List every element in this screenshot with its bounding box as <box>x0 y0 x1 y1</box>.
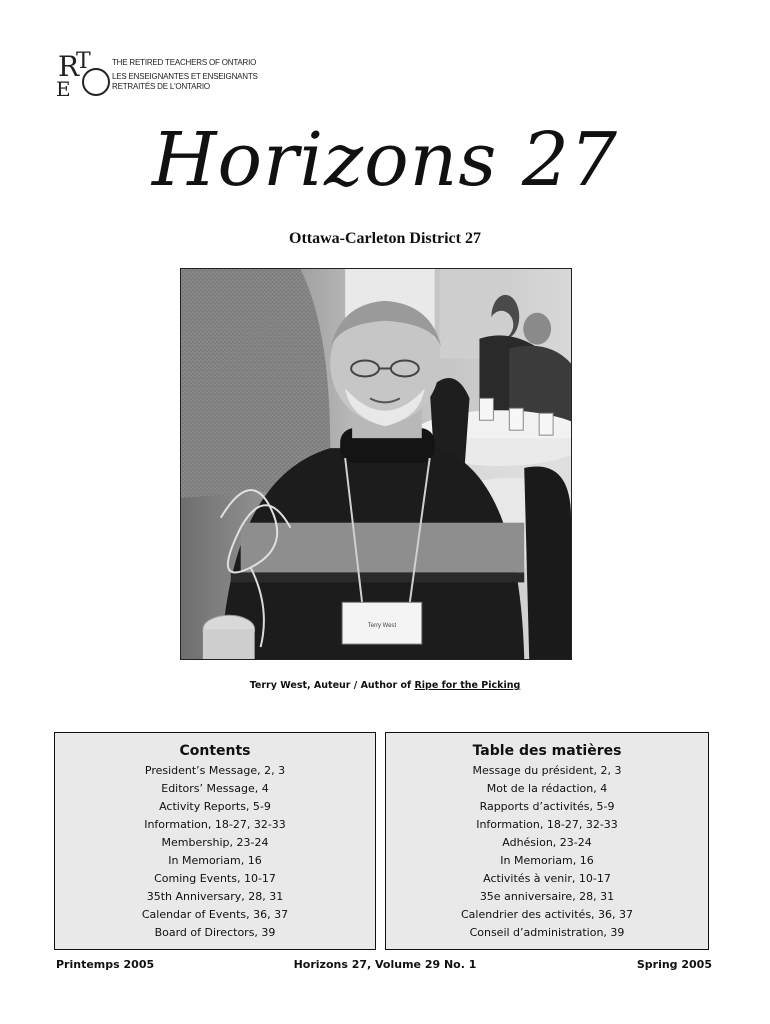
masthead-title: Horizons 27 <box>152 117 618 203</box>
list-item: In Memoriam, 16 <box>168 854 262 867</box>
svg-text:R: R <box>58 50 80 83</box>
list-item: Calendar of Events, 36, 37 <box>141 908 289 921</box>
list-item: Activity Reports, 5-9 <box>159 800 271 813</box>
photo-caption <box>0 680 770 691</box>
cover-photo <box>180 268 572 660</box>
logo-line-french-2: RETRAITÉS DE L'ONTARIO <box>112 82 210 91</box>
contents-english-list <box>55 762 375 942</box>
svg-text:E: E <box>56 77 71 98</box>
list-item: Calendrier des activités, 36, 37 <box>460 908 634 921</box>
footer-season-french: Printemps 2005 <box>56 958 155 971</box>
list-item: Message du président, 2, 3 <box>472 764 622 777</box>
list-item: 35th Anniversary, 28, 31 <box>146 890 284 903</box>
rto-logo-mark <box>56 46 114 98</box>
list-item: Editors’ Message, 4 <box>161 782 269 795</box>
list-item: Information, 18-27, 32-33 <box>144 818 286 831</box>
list-item: In Memoriam, 16 <box>500 854 594 867</box>
district-subtitle: Ottawa-Carleton District 27 <box>289 230 481 247</box>
contents-english-heading: Contents <box>179 743 251 759</box>
list-item: President’s Message, 2, 3 <box>144 764 286 777</box>
list-item: Conseil d’administration, 39 <box>469 926 625 939</box>
footer-issue: Horizons 27, Volume 29 No. 1 <box>293 958 477 971</box>
list-item: Mot de la rédaction, 4 <box>486 782 608 795</box>
rto-logo <box>56 46 256 98</box>
nametag-text: Terry West <box>367 623 397 630</box>
logo-line-french-1: LES ENSEIGNANTES ET ENSEIGNANTS <box>112 72 258 81</box>
caption-prefix: Terry West, Auteur / Author of <box>249 680 415 691</box>
list-item: Rapports d’activités, 5-9 <box>479 800 615 813</box>
list-item: Board of Directors, 39 <box>154 926 276 939</box>
contents-french-heading: Table des matières <box>472 743 622 759</box>
contents-french-list <box>386 762 708 942</box>
footer-season-english: Spring 2005 <box>636 958 712 971</box>
list-item: 35e anniversaire, 28, 31 <box>479 890 615 903</box>
caption-book-title: Ripe for the Picking <box>414 680 521 691</box>
cover-photo-illustration <box>181 269 571 659</box>
contents-english-box <box>54 732 376 950</box>
list-item: Adhésion, 23-24 <box>502 836 592 849</box>
svg-text:T: T <box>76 49 91 74</box>
list-item: Activités à venir, 10-17 <box>483 872 611 885</box>
contents-french-box <box>385 732 709 950</box>
list-item: Information, 18-27, 32-33 <box>476 818 618 831</box>
logo-line-english: THE RETIRED TEACHERS OF ONTARIO <box>112 58 257 67</box>
list-item: Coming Events, 10-17 <box>154 872 276 885</box>
list-item: Membership, 23-24 <box>161 836 269 849</box>
